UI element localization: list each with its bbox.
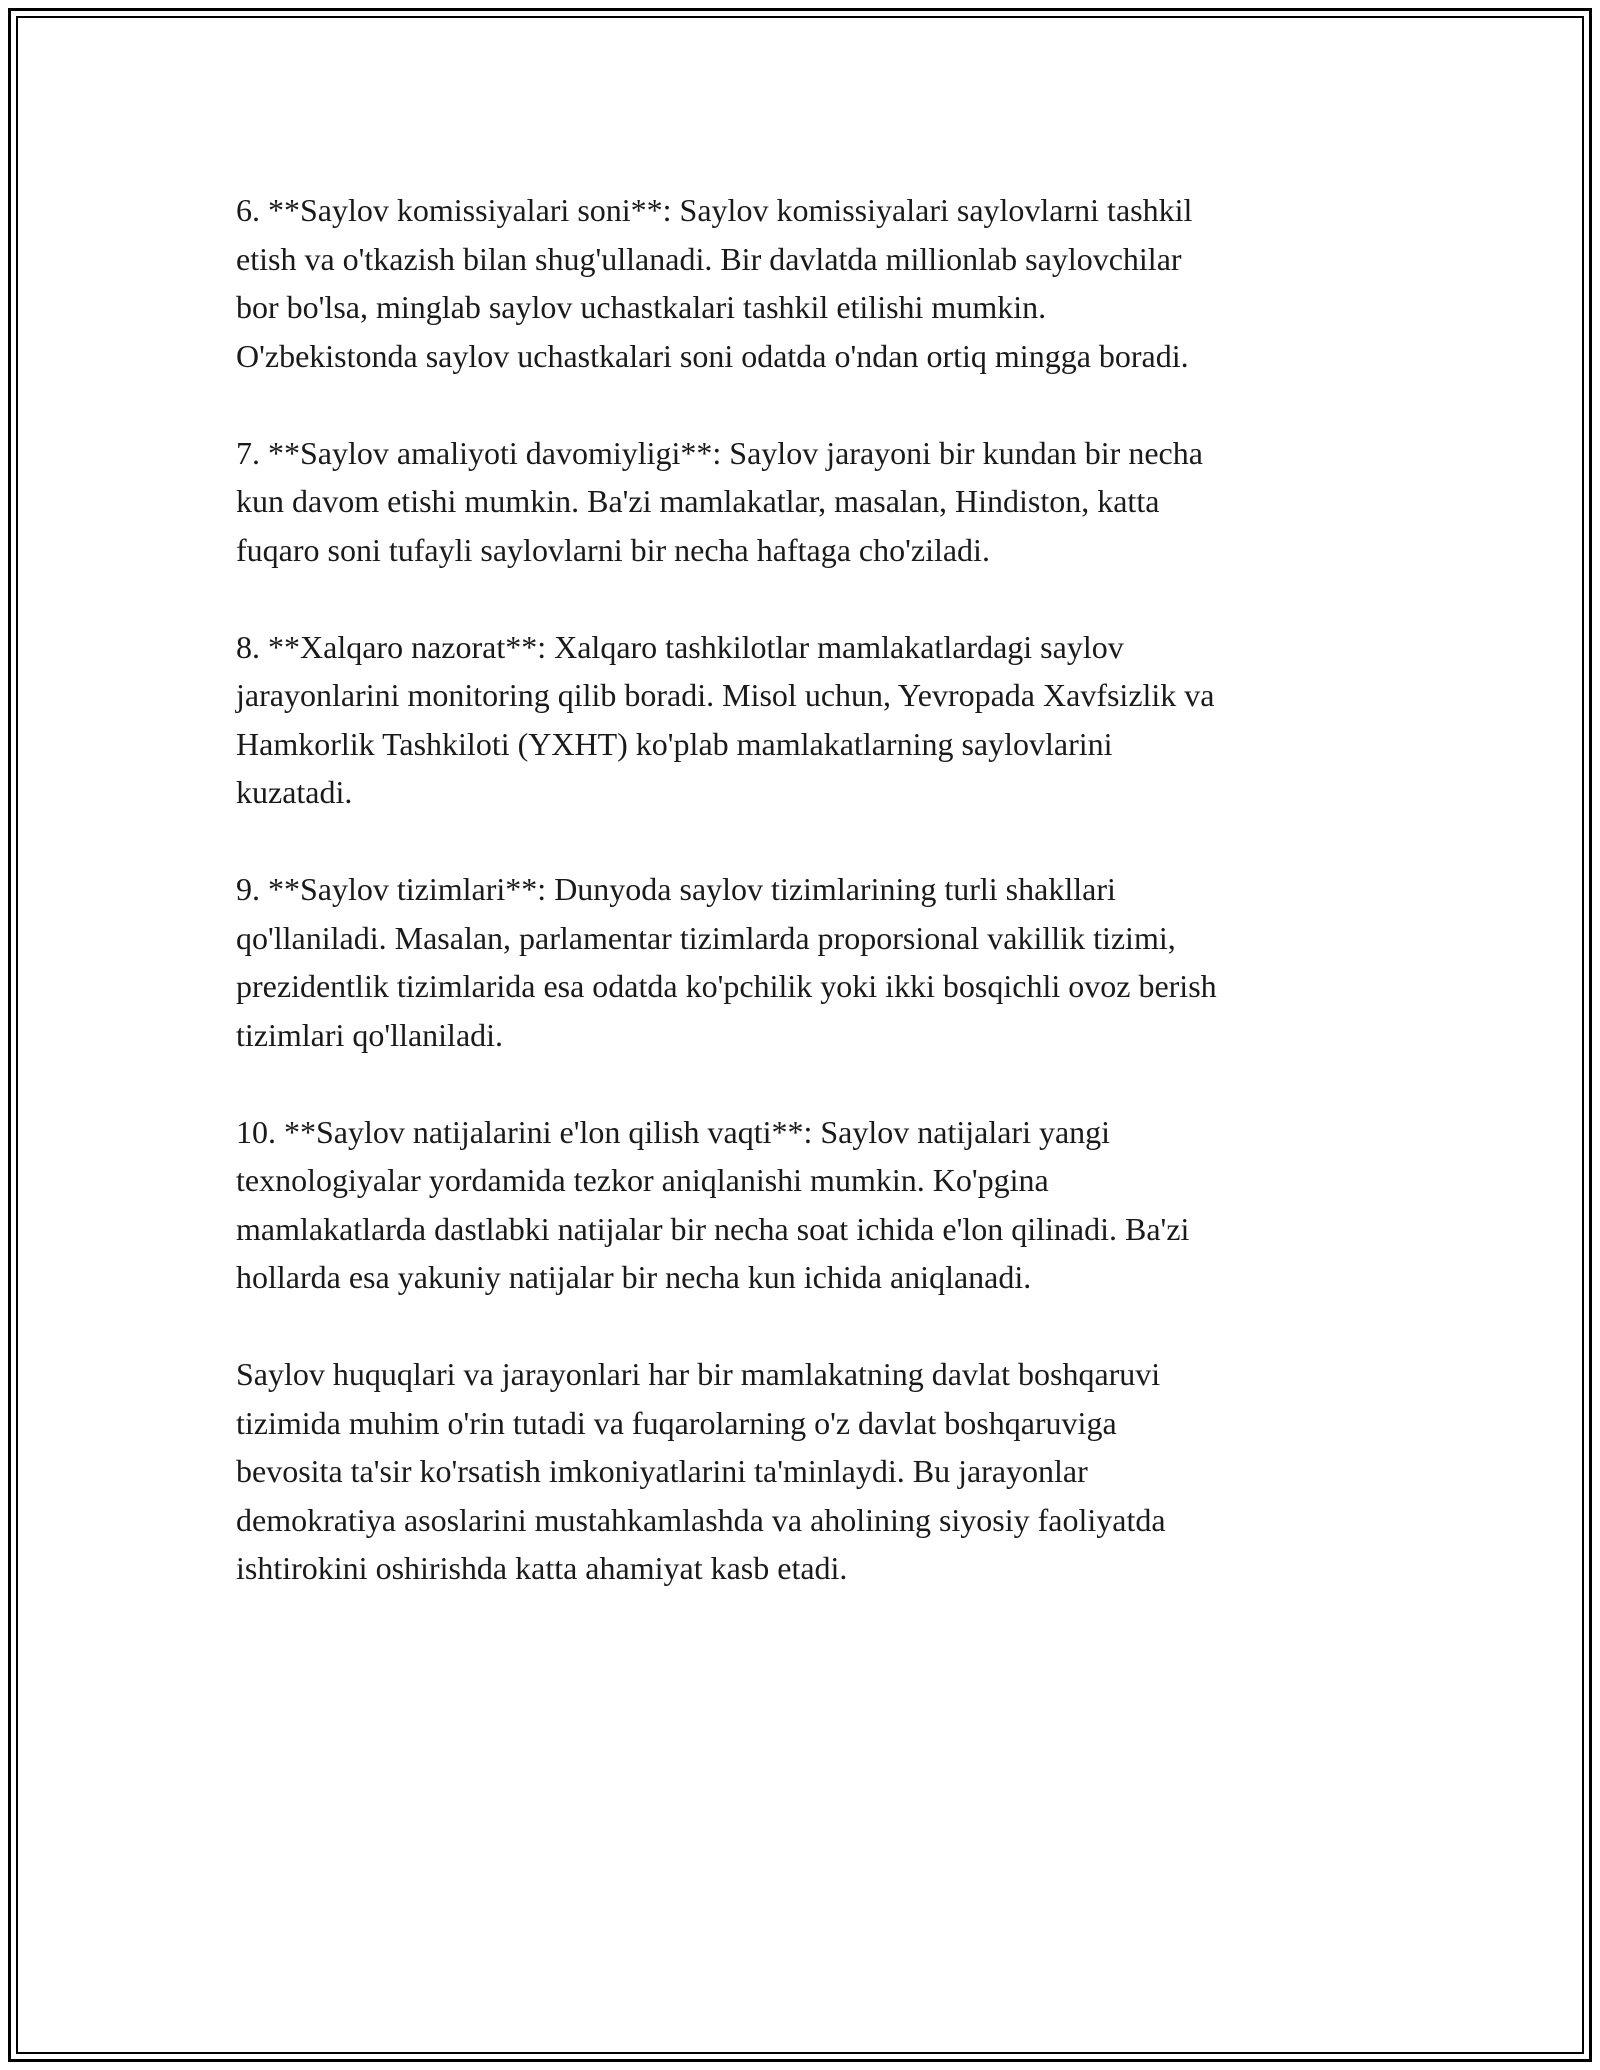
conclusion-paragraph: Saylov huquqlari va jarayonlari har bir mamlakatning davlat boshqaruvi tizimida muhim o'rin tutadi va fuqarolarning o'z davlat boshqaruviga bevosita ta'sir ko'rsatish imkoniyatlarini ta'minlaydi. Bu jarayonlar demokratiya asoslarini mustahkamlashda va aholining siyosiy faoliyatda ishtirokini oshirishda katta ahamiyat kasb etadi. xyxy=(236,1356,1166,1586)
paragraph-item-10: 10. **Saylov natijalarini e'lon qilish vaqti**: Saylov natijalari yangi texnologiyalar yordamida tezkor aniqlanishi mumkin. Ko'pgina mamlakatlarda dastlabki natijalar bir necha soat ichida e'lon qilinadi. Ba'zi hollarda esa yakuniy natijalar bir necha kun ichida aniqlanadi. xyxy=(236,1113,1190,1295)
paragraph-item-7: 7. **Saylov amaliyoti davomiyligi**: Saylov jarayoni bir kundan bir necha kun davom etishi mumkin. Ba'zi mamlakatlar, masalan, Hindiston, katta fuqaro soni tufayli saylovlarni bir necha haftaga cho'ziladi. xyxy=(236,434,1203,568)
document-body xyxy=(236,186,1376,1593)
paragraph-item-8: 8. **Xalqaro nazorat**: Xalqaro tashkilotlar mamlakatlardagi saylov jarayonlarini monitoring qilib boradi. Misol uchun, Yevropada Xavfsizlik va Hamkorlik Tashkiloti (YXHT) ko'plab mamlakatlarning saylovlarini kuzatadi. xyxy=(236,628,1215,810)
paragraph-item-6: 6. **Saylov komissiyalari soni**: Saylov komissiyalari saylovlarni tashkil etish va o'tkazish bilan shug'ullanadi. Bir davlatda millionlab saylovchilar bor bo'lsa, minglab saylov uchastkalari tashkil etilishi mumkin. O'zbekistonda saylov uchastkalari soni odatda o'ndan ortiq mingga boradi. xyxy=(236,192,1193,374)
paragraph-item-9: 9. **Saylov tizimlari**: Dunyoda saylov tizimlarining turli shakllari qo'llaniladi. Masalan, parlamentar tizimlarda proporsional vakillik tizimi, prezidentlik tizimlarida esa odatda ko'pchilik yoki ikki bosqichli ovoz berish tizimlari qo'llaniladi. xyxy=(236,871,1217,1053)
